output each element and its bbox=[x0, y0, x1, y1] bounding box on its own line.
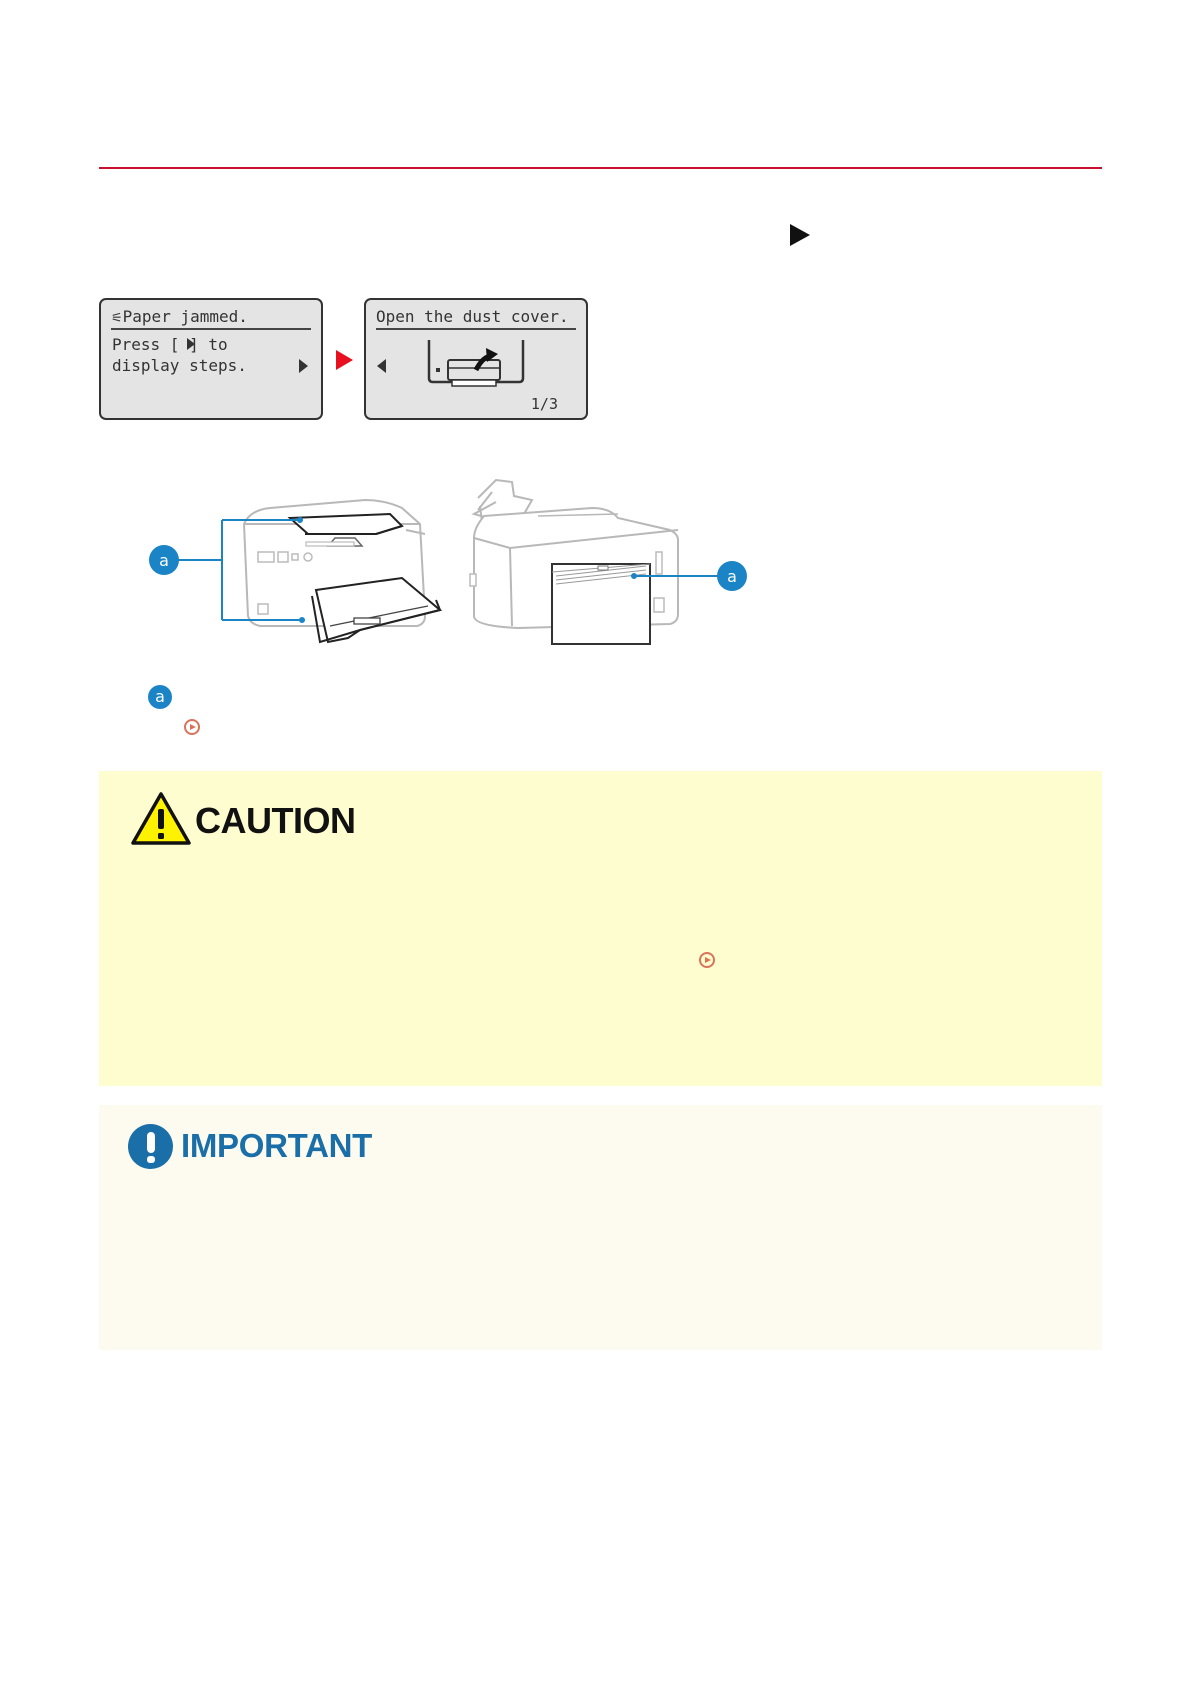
lcd-page-indicator: 1/3 bbox=[530, 395, 558, 413]
paper-jam-icon: ⚟ bbox=[111, 311, 123, 326]
lcd-title: Open the dust cover. bbox=[376, 307, 576, 330]
lcd-title-row bbox=[111, 307, 311, 330]
lcd-line-1: Press [ ] to bbox=[112, 335, 228, 354]
right-arrow-key-icon bbox=[187, 338, 195, 350]
callout-badge-letter: a bbox=[727, 567, 737, 586]
transition-arrow-icon bbox=[336, 350, 353, 370]
prev-arrow-icon bbox=[377, 359, 386, 373]
printer-illustration bbox=[140, 478, 780, 678]
lcd-screen-open-dust-cover bbox=[364, 298, 588, 420]
legend-badge-a: a bbox=[148, 685, 172, 709]
next-arrow-icon bbox=[299, 359, 308, 373]
important-heading: IMPORTANT bbox=[181, 1127, 372, 1164]
callout-dot bbox=[631, 573, 637, 579]
callout-dot bbox=[297, 517, 303, 523]
callout-badge-letter: a bbox=[159, 551, 169, 570]
exclamation-icon bbox=[128, 1124, 173, 1169]
lcd-line-2: display steps. bbox=[112, 356, 247, 375]
lcd-title: Paper jammed. bbox=[122, 307, 248, 326]
right-arrow-key-icon bbox=[790, 224, 810, 246]
warning-triangle-icon bbox=[130, 791, 192, 847]
section-divider bbox=[99, 167, 1102, 169]
dust-cover-printer-icon bbox=[426, 338, 526, 394]
link-arrow-icon[interactable] bbox=[699, 952, 715, 968]
link-arrow-icon[interactable] bbox=[184, 719, 200, 735]
callout-dot bbox=[299, 617, 305, 623]
caution-heading: CAUTION bbox=[195, 800, 356, 841]
printer-rear-view bbox=[470, 480, 678, 644]
lcd-screen-paper-jammed bbox=[99, 298, 323, 420]
